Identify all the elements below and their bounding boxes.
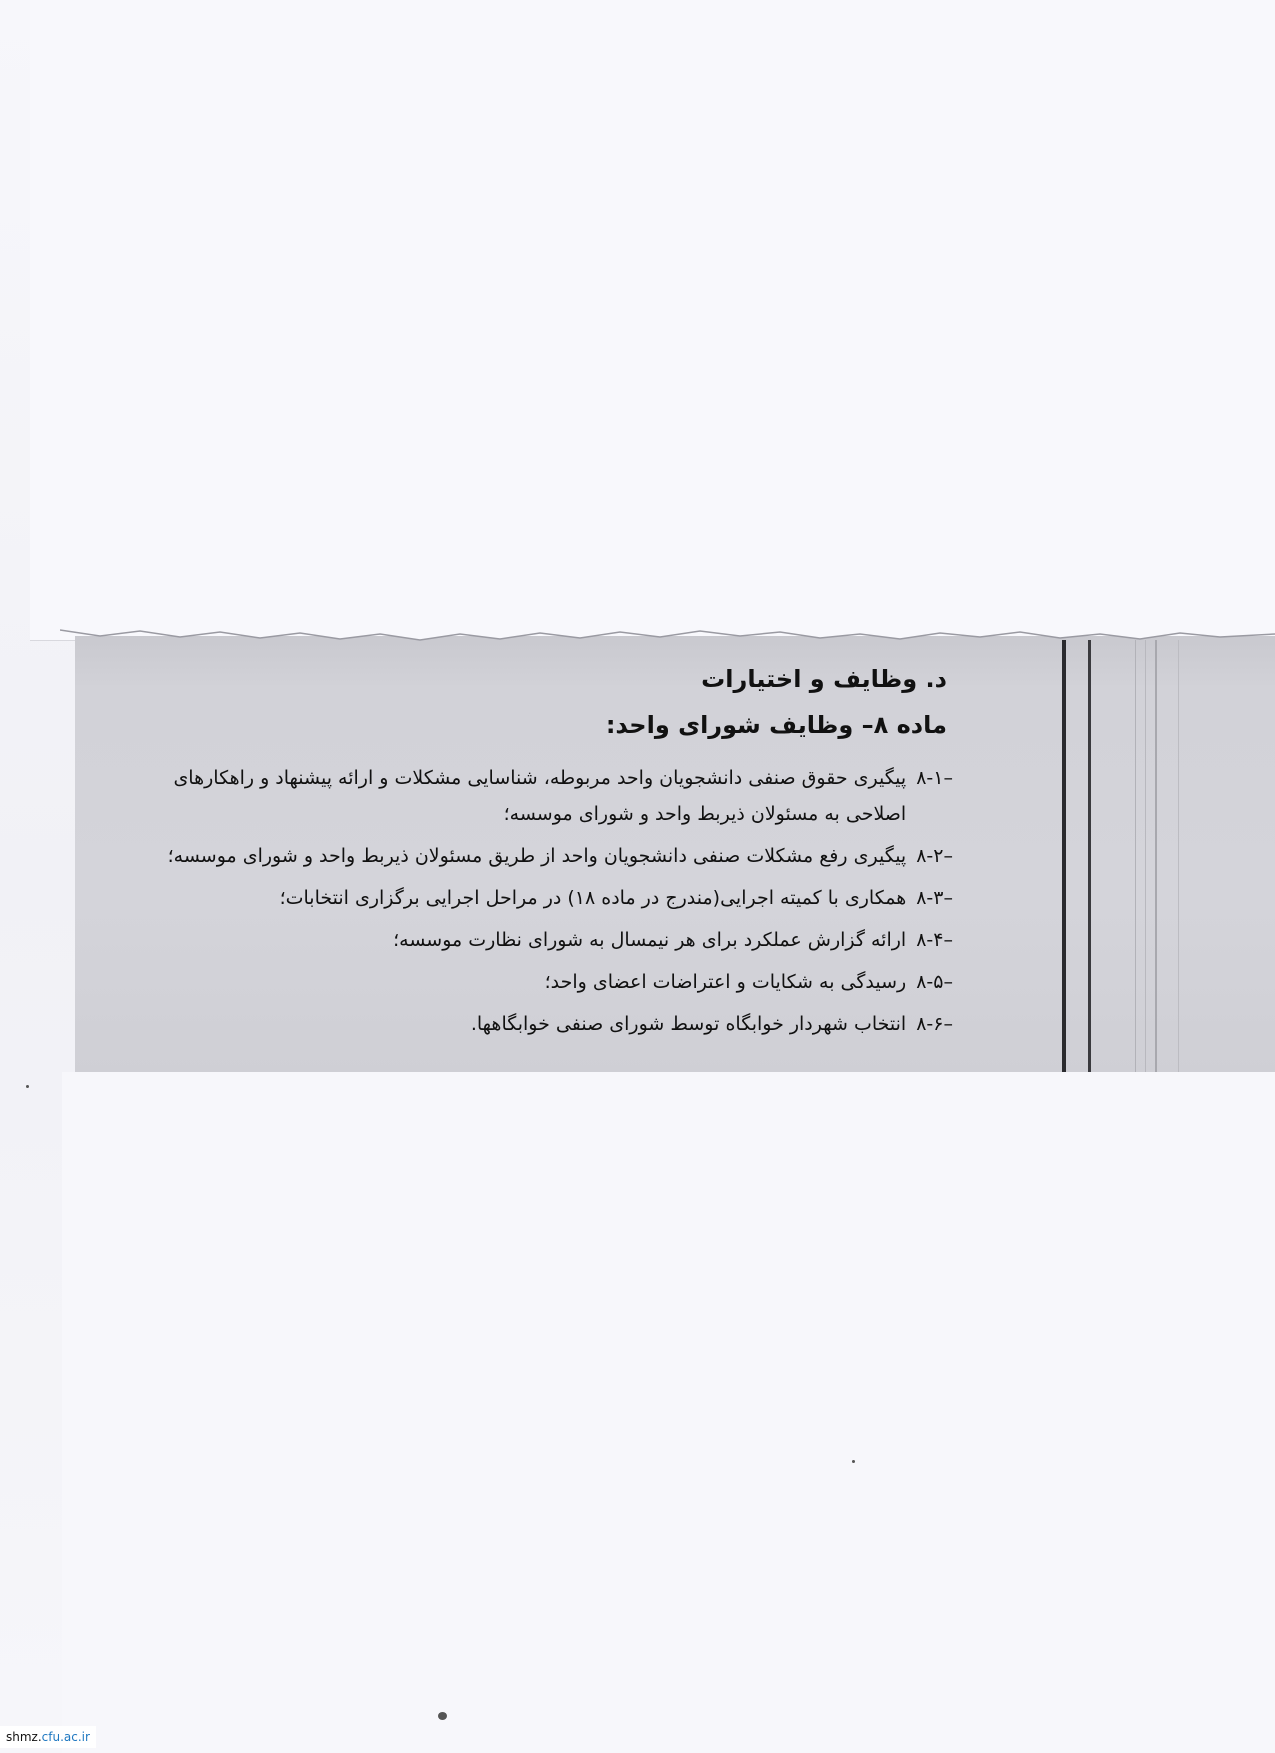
item-number: ۸-۴– (916, 929, 953, 951)
site-suffix: cfu.ac.ir (41, 1730, 90, 1744)
list-item (135, 964, 953, 1000)
ink-speck (852, 1460, 855, 1463)
list-item (135, 1006, 953, 1042)
duties-section (135, 650, 965, 1070)
article-heading: ماده ۸– وظایف شورای واحد: (605, 711, 947, 739)
item-text: همکاری با کمیته اجرایی(مندرج در ماده ۱۸) در مراحل اجرایی برگزاری انتخابات؛ (279, 887, 907, 909)
lower-paper-sheet (62, 1072, 1275, 1753)
list-item (135, 838, 953, 874)
item-number: ۸-۵– (916, 971, 953, 993)
site-watermark (0, 1726, 96, 1748)
table-border-rules (1050, 640, 1275, 1075)
item-text: انتخاب شهردار خوابگاه توسط شورای صنفی خوابگاهها. (470, 1013, 907, 1035)
upper-paper-sheet (30, 0, 1275, 640)
list-item (135, 880, 953, 916)
site-prefix: shmz. (6, 1730, 42, 1744)
item-text: پیگیری رفع مشکلات صنفی دانشجویان واحد از طریق مسئولان ذیربط واحد و شورای موسسه؛ (167, 845, 907, 867)
section-heading: د. وظایف و اختیارات (701, 665, 947, 693)
ink-speck (438, 1712, 447, 1720)
item-text: رسیدگی به شکایات و اعتراضات اعضای واحد؛ (544, 971, 907, 993)
item-text: ارائه گزارش عملکرد برای هر نیمسال به شورای نظارت موسسه؛ (393, 929, 907, 951)
item-number: ۸-۱– (916, 767, 953, 789)
item-number: ۸-۳– (916, 887, 953, 909)
ink-speck (26, 1085, 29, 1088)
item-number: ۸-۲– (916, 845, 953, 867)
item-text: پیگیری حقوق صنفی دانشجویان واحد مربوطه، شناسایی مشکلات و ارائه پیشنهاد و راهکارهای اصلاحی به مسئولان ذیربط واحد و شورای موسسه؛ (173, 767, 907, 825)
list-item (135, 760, 953, 832)
item-number: ۸-۶– (916, 1013, 953, 1035)
list-item (135, 922, 953, 958)
duties-list (135, 760, 965, 1042)
